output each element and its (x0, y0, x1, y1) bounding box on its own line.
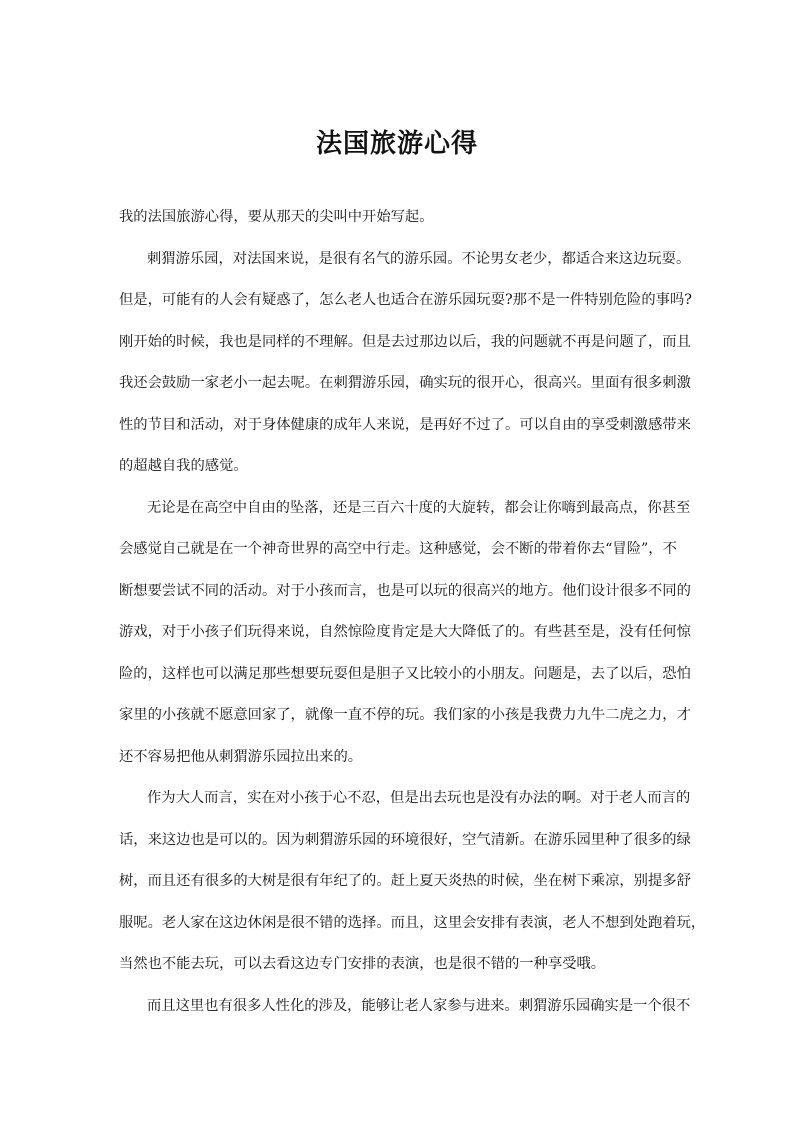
text-line: 的超越自我的感觉。 (119, 458, 248, 474)
document-body (119, 197, 706, 1027)
text-line: 话，来这边也是可以的。因为刺猬游乐园的环境很好，空气清新。在游乐园里种了很多的绿 (119, 831, 691, 848)
text-line: 刺猬游乐园，对法国来说，是很有名气的游乐园。不论男女老少，都适合来这边玩耍。 (147, 250, 691, 267)
text-line: 还不容易把他从刺猬游乐园拉出来的。 (119, 748, 363, 765)
text-line: 我的法国旅游心得，要从那天的尖叫中开始写起。 (119, 209, 434, 225)
text-line: 作为大人而言，实在对小孩于心不忍，但是出去玩也是没有办法的啊。对于老人而言的 (147, 790, 691, 806)
text-line: 险的，这样也可以满足那些想要玩耍但是胆子又比较小的小朋友。问题是，去了以后，恐怕 (119, 665, 691, 682)
text-line: 游戏，对于小孩子们玩得来说，自然惊险度肯定是大大降低了的。有些甚至是，没有任何惊 (119, 624, 691, 640)
text-line: 刚开始的时候，我也是同样的不理解。但是去过那边以后，我的问题就不再是问题了，而且 (119, 333, 691, 350)
text-line: 家里的小孩就不愿意回家了，就像一直不停的玩。我们家的小孩是我费力九牛二虎之力，才 (119, 707, 691, 723)
document-title: 法国旅游心得 (315, 129, 478, 159)
text-line: 性的节目和活动，对于身体健康的成年人来说，是再好不过了。可以自由的享受刺激感带来 (119, 416, 691, 433)
text-line: 我还会鼓励一家老小一起去呢。在刺猬游乐园，确实玩的很开心，很高兴。里面有很多刺激 (119, 375, 691, 391)
text-line: 会感觉自己就是在一个神奇世界的高空中行走。这种感觉，会不断的带着你去“冒险”，不 (119, 541, 677, 557)
text-line: 而且这里也有很多人性化的涉及，能够让老人家参与进来。刺猬游乐园确实是一个很不 (147, 997, 691, 1014)
text-line: 断想要尝试不同的活动。对于小孩而言，也是可以玩的很高兴的地方。他们设计很多不同的 (119, 582, 691, 599)
text-line: 树，而且还有很多的大树是很有年纪了的。赶上夏天炎热的时候，坐在树下乘凉，别提多舒 (119, 873, 691, 889)
text-line: 服呢。老人家在这边休闲是很不错的选择。而且，这里会安排有表演，老人不想到处跑着玩， (119, 914, 706, 931)
text-line: 无论是在高空中自由的坠落，还是三百六十度的大旋转，都会让你嗨到最高点，你甚至 (147, 499, 691, 516)
text-line: 当然也不能去玩，可以去看这边专门安排的表演，也是很不错的一种享受哦。 (119, 956, 606, 972)
text-line: 但是，可能有的人会有疑惑了，怎么老人也适合在游乐园玩耍?那不是一件特别危险的事吗? (119, 292, 692, 308)
